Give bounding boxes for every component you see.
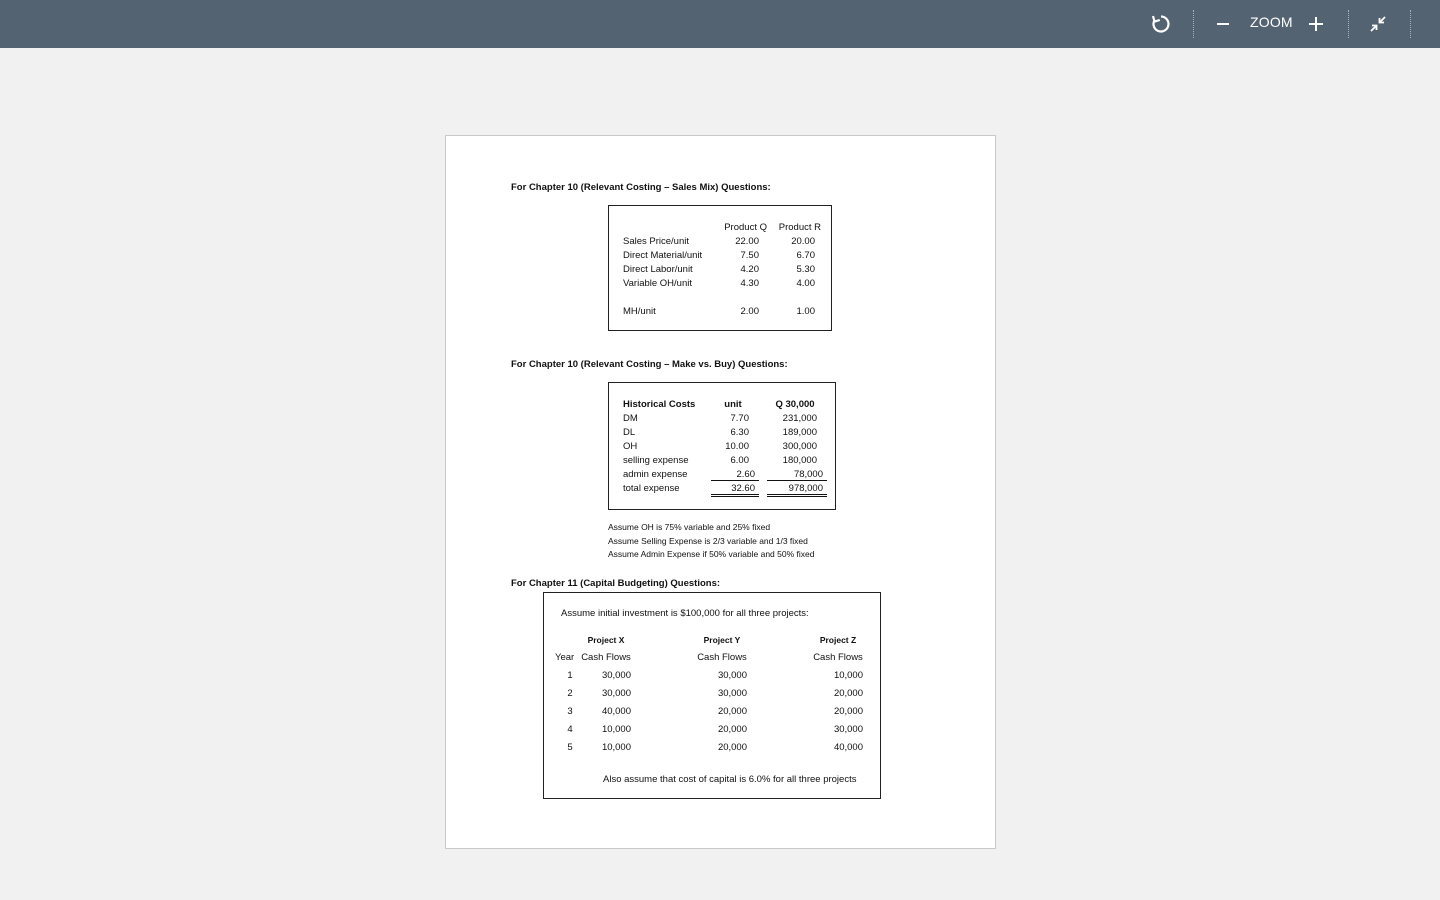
year-header: Year [555,652,575,663]
assumption-note: Assume Admin Expense if 50% variable and 50% fixed [608,549,815,559]
cash-flow-x: 10,000 [601,742,631,753]
sales-mix-table [608,205,832,331]
zoom-out-button[interactable] [1210,6,1236,42]
cell-value: 5.30 [796,264,815,275]
project-x-header: Project X [587,635,625,645]
row-label: admin expense [623,469,688,480]
cell-value: 231,000 [782,413,817,424]
cash-flow-y: 20,000 [717,706,747,717]
zoom-label: ZOOM [1250,14,1293,30]
year-cell: 4 [567,724,573,735]
assumption-note: Assume OH is 75% variable and 25% fixed [608,522,771,532]
cost-of-capital-note: Also assume that cost of capital is 6.0% for all three projects [603,774,857,785]
year-cell: 1 [567,670,573,681]
cell-value: 2.00 [740,306,759,317]
year-cell: 2 [567,688,573,699]
toolbar-separator [1348,10,1349,38]
col-header-unit: unit [724,399,742,410]
zoom-in-button[interactable] [1303,6,1329,42]
refresh-icon [1150,13,1172,35]
cash-flow-z: 20,000 [833,706,863,717]
cell-value: 6.00 [730,455,749,466]
row-label: Sales Price/unit [623,236,690,247]
row-label: Direct Material/unit [623,250,703,261]
assumption-note: Assume Selling Expense is 2/3 variable and 1/3 fixed [608,536,808,546]
cell-value: 978,000 [767,483,827,497]
toolbar-separator [1410,10,1411,38]
cell-value: 20.00 [791,236,815,247]
cell-value: 7.50 [740,250,759,261]
cash-flow-z: 30,000 [833,724,863,735]
cell-value: 32.60 [711,483,759,497]
sales-mix-heading: For Chapter 10 (Relevant Costing – Sales Mix) Questions: [511,182,771,193]
make-buy-table [608,382,836,510]
cell-value: 78,000 [767,469,827,481]
make-buy-heading: For Chapter 10 (Relevant Costing – Make vs. Buy) Questions: [511,359,788,370]
cash-flow-x: 10,000 [601,724,631,735]
cell-value: 4.30 [740,278,759,289]
col-header-product-q: Product Q [724,222,767,233]
cell-value: 4.20 [740,264,759,275]
year-cell: 3 [567,706,573,717]
document-page [445,135,996,849]
cash-flows-header: Cash Flows [697,652,747,663]
row-label: Variable OH/unit [623,278,692,289]
capital-budgeting-heading: For Chapter 11 (Capital Budgeting) Questions: [511,578,721,589]
cell-value: 6.70 [796,250,815,261]
cell-value: 6.30 [730,427,749,438]
cell-value: 4.00 [796,278,815,289]
cash-flow-y: 30,000 [717,670,747,681]
cash-flow-z: 20,000 [833,688,863,699]
cash-flow-y: 30,000 [717,688,747,699]
cell-value: 2.60 [711,469,759,481]
project-y-header: Project Y [703,635,741,645]
cash-flow-x: 30,000 [601,670,631,681]
row-label: total expense [623,483,680,494]
cash-flow-z: 40,000 [833,742,863,753]
row-label: DL [623,427,636,438]
refresh-button[interactable] [1146,6,1176,42]
cash-flows-header: Cash Flows [581,652,631,663]
capital-budgeting-table [543,592,881,799]
cell-value: 10.00 [725,441,749,452]
collapse-button[interactable] [1364,6,1392,42]
cell-value: 180,000 [782,455,817,466]
cell-value: 22.00 [735,236,759,247]
project-z-header: Project Z [819,635,857,645]
viewer-toolbar [0,0,1440,48]
row-label: Direct Labor/unit [623,264,693,275]
col-header-q: Q 30,000 [775,399,815,410]
investment-intro: Assume initial investment is $100,000 for all three projects: [561,608,809,619]
col-header-product-r: Product R [778,222,821,233]
zoom-in-icon [1307,15,1325,33]
cash-flow-y: 20,000 [717,724,747,735]
cell-value: 7.70 [730,413,749,424]
row-label: DM [623,413,638,424]
row-label: selling expense [623,455,689,466]
cash-flow-z: 10,000 [833,670,863,681]
zoom-out-icon [1215,16,1231,32]
cash-flow-y: 20,000 [717,742,747,753]
cell-value: 300,000 [782,441,817,452]
toolbar-separator [1193,10,1194,38]
cash-flow-x: 40,000 [601,706,631,717]
cash-flow-x: 30,000 [601,688,631,699]
cell-value: 189,000 [782,427,817,438]
cash-flows-header: Cash Flows [813,652,863,663]
cell-value: 1.00 [796,306,815,317]
row-label: OH [623,441,638,452]
row-label: MH/unit [623,306,656,317]
col-header-historical-costs: Historical Costs [623,399,696,410]
collapse-icon [1368,14,1388,34]
year-cell: 5 [567,742,573,753]
